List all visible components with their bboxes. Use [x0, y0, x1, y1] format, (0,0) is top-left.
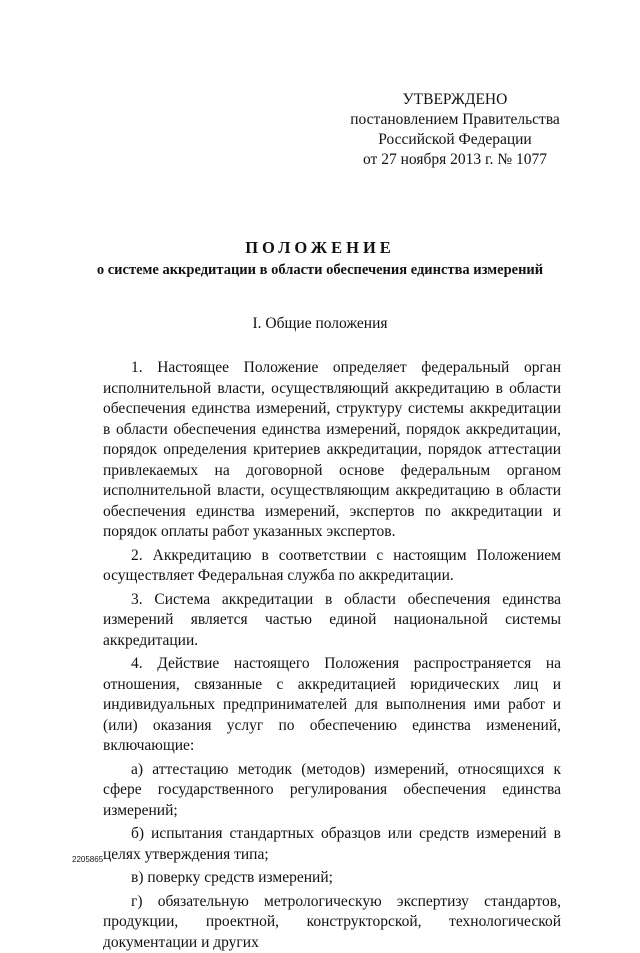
document-body — [103, 358, 561, 953]
paragraph-4c: в) поверку средств измерений; — [103, 868, 561, 889]
approval-line-3: от 27 ноября 2013 г. № 1077 — [330, 150, 580, 170]
paragraph-4a: а) аттестацию методик (методов) измерений, относящихся к сфере государственного регулирования обеспечения единства измерений; — [103, 760, 561, 822]
approval-line-2: Российской Федерации — [330, 130, 580, 150]
paragraph-2: 2. Аккредитацию в соответствии с настоящим Положением осуществляет Федеральная служба по аккредитации. — [103, 546, 561, 587]
document-title: ПОЛОЖЕНИЕ — [0, 238, 640, 258]
paragraph-3: 3. Система аккредитации в области обеспечения единства измерений является частью единой национальной системы аккредитации. — [103, 590, 561, 652]
paragraph-4d: г) обязательную метрологическую экспертизу стандартов, продукции, проектной, конструкторской, технологической документации и других — [103, 892, 561, 953]
document-subtitle: о системе аккредитации в области обеспечения единства измерений — [0, 262, 640, 279]
approval-line-1: постановлением Правительства — [330, 110, 580, 130]
paragraph-4: 4. Действие настоящего Положения распространяется на отношения, связанные с аккредитацией юридических лиц и индивидуальных предпринимателей для выполнения ими работ и (или) оказания услуг по обеспечению единства изменений, включающие: — [103, 654, 561, 757]
paragraph-4b: б) испытания стандартных образцов или средств измерений в целях утверждения типа; — [103, 824, 561, 865]
paragraph-1: 1. Настоящее Положение определяет федеральный орган исполнительной власти, осуществляющий аккредитацию в области обеспечения единства измерений, структуру системы аккредитации в области обеспечения единства измерений, порядок аккредитации, порядок определения критериев аккредитации, порядок аттестации привлекаемых на договорной основе федеральным органом исполнительной власти, осуществляющим аккредитацию в области обеспечения единства измерений, экспертов по аккредитации и порядок оплаты работ указанных экспертов. — [103, 358, 561, 543]
document-code: 2205865 — [72, 855, 103, 864]
approval-block — [330, 90, 580, 170]
section-heading: I. Общие положения — [0, 315, 640, 333]
approval-stamp: УТВЕРЖДЕНО — [330, 90, 580, 110]
